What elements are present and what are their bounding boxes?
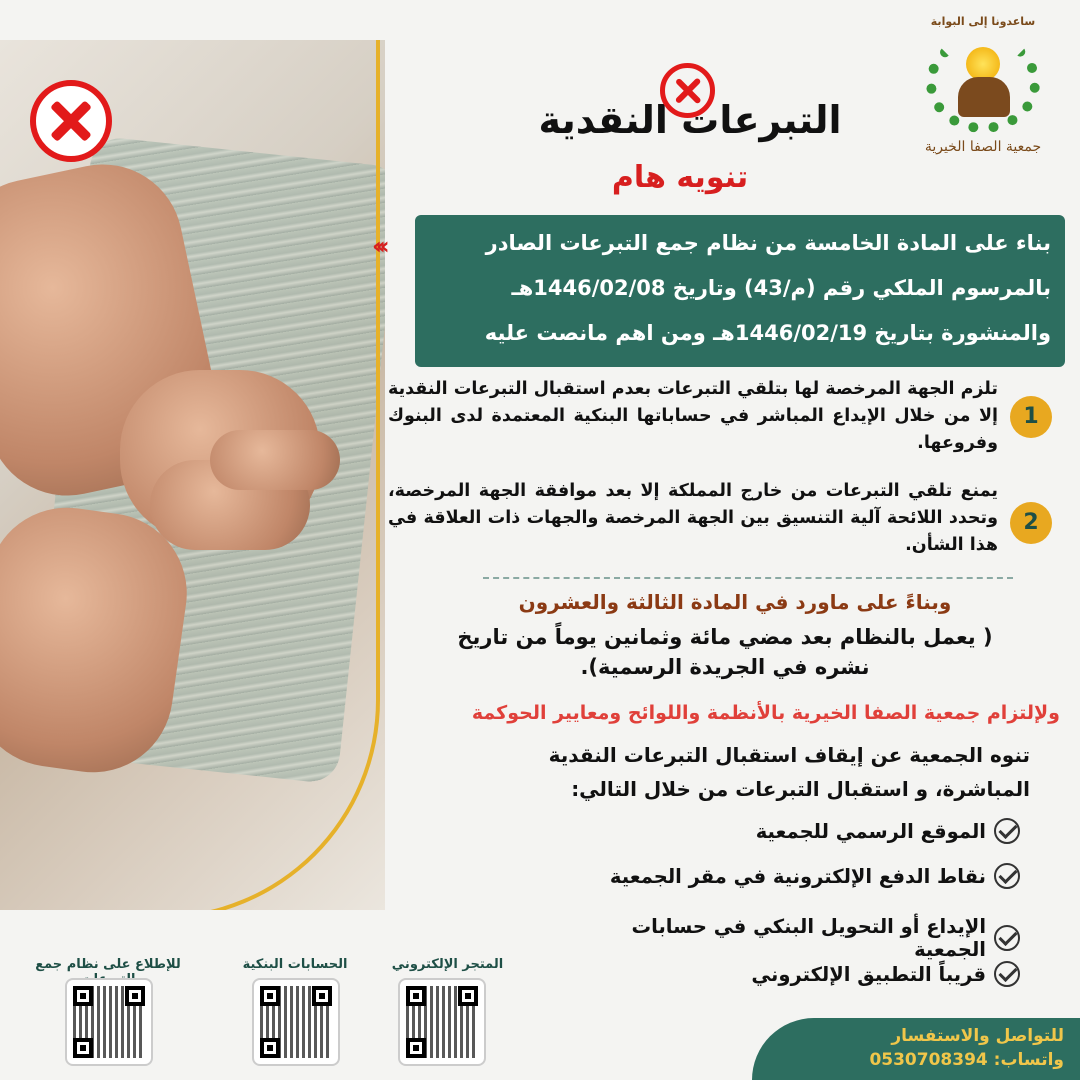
qr-finder [260,986,280,1006]
qr-finder [73,986,93,1006]
qr-finder [406,986,426,1006]
point-text: تلزم الجهة المرخصة لها بتلقي التبرعات بعدم استقبال التبرعات النقدية إلا من خلال الإيداع المباشر في حساباتها البنكية المعتمدة لدى البنوك وفروعها. [388,379,998,453]
notice-text [470,738,1030,806]
people-icon [958,77,1010,117]
sun-icon [966,47,1000,81]
contact-label: للتواصل والاستفسار [891,1026,1064,1046]
page-subtitle: تنويه هام [611,160,749,195]
list-item [560,961,1020,987]
intro-box [415,215,1065,367]
gold-arch-frame [0,40,380,910]
channel-label: نقاط الدفع الإلكترونية في مقر الجمعية [609,864,986,888]
check-circle-icon [994,961,1020,987]
list-item [560,915,1020,961]
point-number-badge: 1 [1010,396,1052,438]
point-text: يمنع تلقي التبرعات من خارج المملكة إلا بعد موافقة الجهة المرخصة، وتحدد اللائحة آلية التنسيق بين الجهة المرخصة والجهات ذات العلاقة في هذا الشأن. [388,481,998,555]
channel-label: قريباً التطبيق الإلكتروني [751,962,986,986]
qr-finder [260,1038,280,1058]
qr-label: المتجر الإلكتروني [391,957,504,972]
charity-logo [918,15,1048,155]
qr-label: للإطلاع على نظام جمع [35,957,181,972]
commitment-text: ولإلتزام جمعية الصفا الخيرية بالأنظمة واللوائح ومعايير الحوكمة [471,702,1060,724]
channel-label: الإيداع أو التحويل البنكي في حسابات الجمعية [631,915,986,961]
article23-line: نشره في الجريدة الرسمية). [580,655,870,679]
article23-heading: وبناءً على ماورد في المادة الثالثة والعشرون [518,590,952,614]
logo-name: جمعية الصفا الخيرية [924,139,1042,155]
arrows-icon: ‹‹‹ [372,232,384,260]
check-circle-icon [994,925,1020,951]
check-circle-icon [994,863,1020,889]
qr-label: الحسابات البنكية [242,957,348,972]
qr-finder [312,986,332,1006]
article23-body [420,622,1030,682]
list-item [560,863,1020,889]
hand-counting-money-photo [0,40,385,910]
qr-finder [406,1038,426,1058]
channel-label: الموقع الرسمي للجمعية [755,819,986,843]
title-x-icon [660,63,715,118]
whatsapp-number[interactable]: واتساب: 0530708394 [869,1050,1064,1070]
divider [483,577,1013,579]
notice-line: المباشرة، و استقبال التبرعات من خلال التالي: [571,777,1030,801]
intro-line: بناء على المادة الخامسة من نظام جمع التبرعات الصادر [485,231,1051,255]
qr-finder [125,986,145,1006]
notice-line: تنوه الجمعية عن إيقاف استقبال التبرعات النقدية [548,743,1030,767]
logo-top-text: ساعدونا إلى البوابة [930,15,1036,28]
qr-finder [458,986,478,1006]
list-item [560,818,1020,844]
point-number-badge: 2 [1010,502,1052,544]
page-title: التبرعات النقدية [538,98,842,142]
intro-line: بالمرسوم الملكي رقم (م/43) وتاريخ 1446/02/08هـ [511,276,1051,300]
article23-line: ( يعمل بالنظام بعد مضي مائة وثمانين يوماً من تاريخ [457,625,993,649]
prohibited-x-icon [30,80,112,162]
qr-finder [73,1038,93,1058]
intro-line: والمنشورة بتاريخ 1446/02/19هـ ومن اهم مانصت عليه [484,321,1051,345]
check-circle-icon [994,818,1020,844]
contact-box [752,1018,1080,1080]
